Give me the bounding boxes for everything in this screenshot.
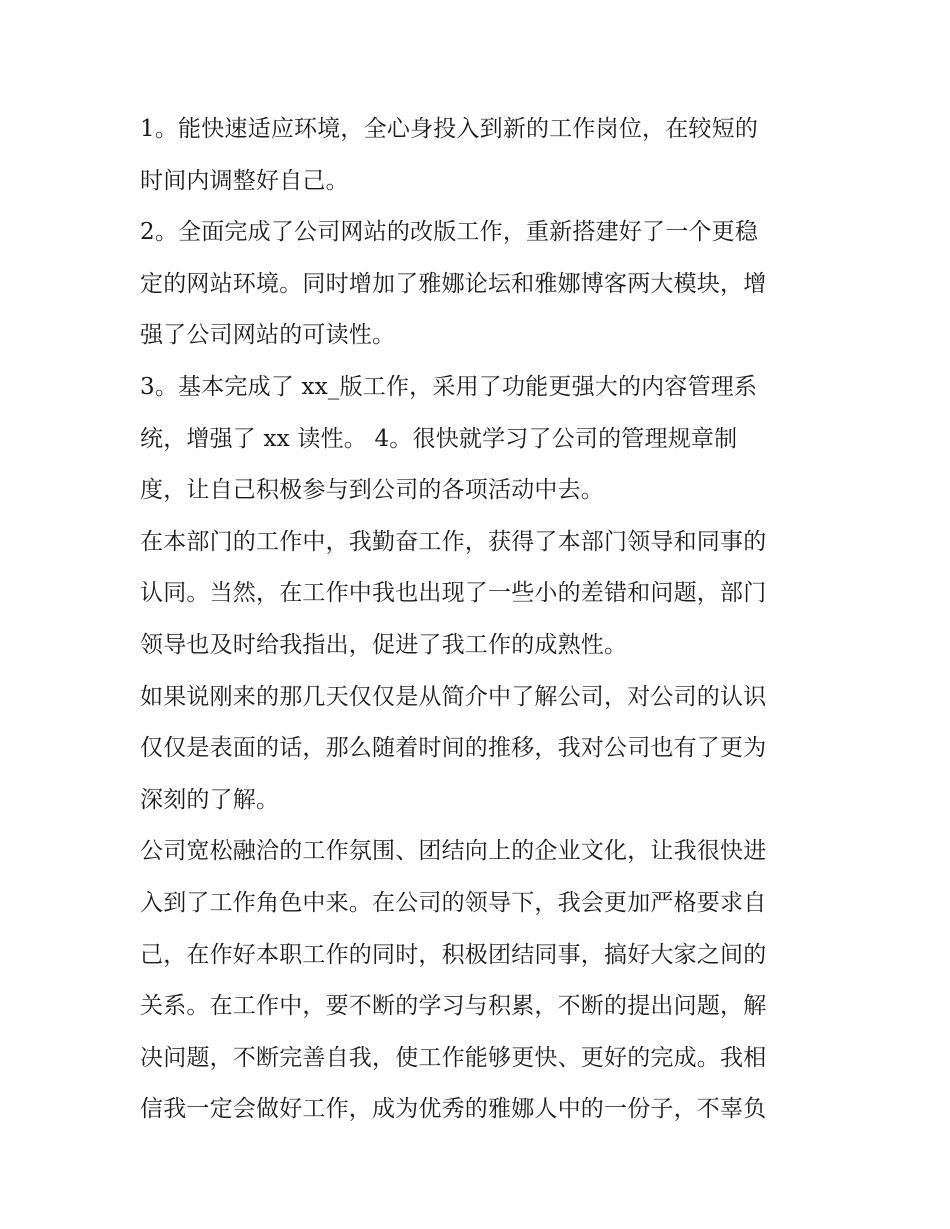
text-line: 3。基本完成了 xx_版工作，采用了功能更强大的内容管理系 — [140, 373, 758, 400]
text-line: 信我一定会做好工作，成为优秀的雅娜人中的一份子，不辜负 — [140, 1096, 767, 1123]
text-line: 己，在作好本职工作的同时，积极团结同事，搞好大家之间的 — [140, 941, 767, 968]
text-line: 认同。当然，在工作中我也出现了一些小的差错和问题，部门 — [140, 580, 767, 607]
text-line: 定的网站环境。同时增加了雅娜论坛和雅娜博客两大模块，增 — [140, 270, 767, 297]
text-line: 如果说刚来的那几天仅仅是从简介中了解公司，对公司的认识 — [140, 683, 767, 710]
text-line: 度，让自己积极参与到公司的各项活动中去。 — [140, 477, 604, 504]
text-line: 2。全面完成了公司网站的改版工作，重新搭建好了一个更稳 — [140, 219, 759, 246]
text-line: 统，增强了 xx 读性。 4。很快就学习了公司的管理规章制 — [140, 425, 738, 452]
text-line: 决问题，不断完善自我，使工作能够更快、更好的完成。我相 — [140, 1044, 767, 1071]
text-line: 关系。在工作中，要不断的学习与积累，不断的提出问题，解 — [140, 993, 767, 1020]
text-line: 时间内调整好自己。 — [140, 167, 349, 194]
text-line: 1。能快速适应环境，全心身投入到新的工作岗位，在较短的 — [140, 116, 759, 142]
text-line: 深刻的了解。 — [140, 786, 280, 813]
text-line: 在本部门的工作中，我勤奋工作，获得了本部门领导和同事的 — [140, 528, 767, 555]
text-line: 入到了工作角色中来。在公司的领导下，我会更加严格要求自 — [140, 889, 767, 916]
text-line: 强了公司网站的可读性。 — [140, 322, 396, 349]
text-line: 公司宽松融洽的工作氛围、团结向上的企业文化，让我很快进 — [140, 838, 767, 865]
text-line: 仅仅是表面的话，那么随着时间的推移，我对公司也有了更为 — [140, 735, 767, 762]
document-body — [140, 104, 820, 1136]
text-line: 领导也及时给我指出，促进了我工作的成熟性。 — [140, 631, 628, 658]
